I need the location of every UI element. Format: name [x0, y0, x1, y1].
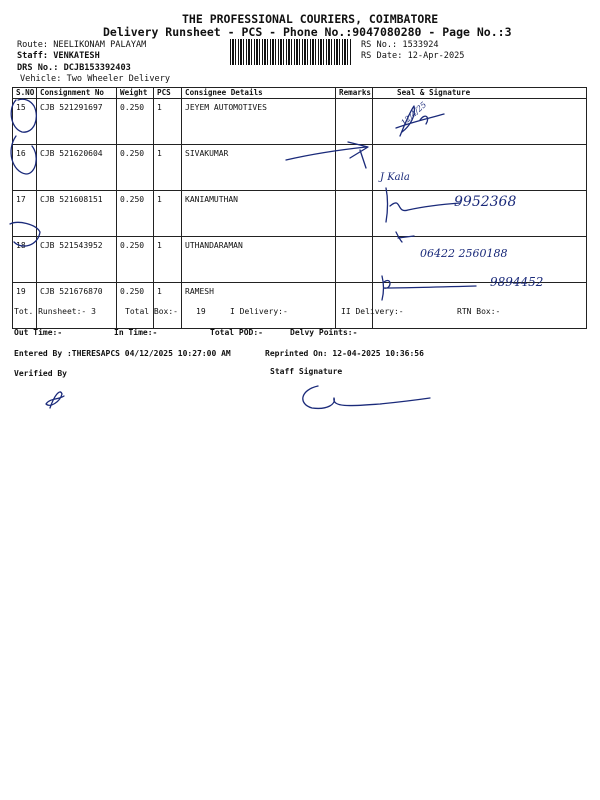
cell-remarks	[336, 99, 373, 145]
cell-consignment: CJB 521608151	[37, 191, 117, 237]
i-delivery-label: I Delivery:-	[230, 307, 288, 316]
out-time-label: Out Time:-	[14, 328, 63, 337]
verified-by-label: Verified By	[14, 369, 67, 378]
staff-label: Staff: VENKATESH	[17, 51, 100, 61]
cell-seal	[373, 145, 587, 191]
cell-consignment: CJB 521543952	[37, 237, 117, 283]
cell-sno: 16	[13, 145, 37, 191]
staff-signature-mark	[303, 386, 430, 408]
table-row	[13, 145, 587, 191]
cell-remarks	[336, 145, 373, 191]
cell-seal	[373, 283, 587, 329]
verified-signature-mark	[46, 392, 64, 408]
seal-19-phone-text: 9894452	[490, 275, 544, 289]
cell-sno: 18	[13, 237, 37, 283]
table-row	[13, 191, 587, 237]
tot-runsheet: Tot. Runsheet:- 3	[14, 307, 96, 316]
cell-seal	[373, 99, 587, 145]
col-header-pcs: PCS	[154, 88, 182, 99]
cell-consignee: RAMESH	[182, 283, 336, 329]
rs-date: RS Date: 12-Apr-2025	[361, 51, 465, 61]
cell-remarks	[336, 237, 373, 283]
cell-pcs: 1	[154, 145, 182, 191]
in-time-label: In Time:-	[114, 328, 158, 337]
col-header-sno: S.NO	[13, 88, 37, 99]
table-header-row	[13, 88, 587, 99]
cell-consignee: SIVAKUMAR	[182, 145, 336, 191]
cell-weight: 0.250	[117, 99, 154, 145]
cell-consignee: JEYEM AUTOMOTIVES	[182, 99, 336, 145]
seal-17-phone-text: 9952368	[454, 194, 517, 210]
cell-seal	[373, 191, 587, 237]
seal-18-phone-text: 06422 2560188	[420, 247, 508, 260]
cell-consignment: CJB 521291697	[37, 99, 117, 145]
cell-pcs: 1	[154, 237, 182, 283]
cell-consignment: CJB 521676870	[37, 283, 117, 329]
cell-sno: 19	[13, 283, 37, 329]
seal-17-name-text: J Kala	[380, 172, 410, 183]
barcode-graphic	[230, 39, 352, 65]
company-title: THE PROFESSIONAL COURIERS, COIMBATORE	[182, 12, 439, 26]
cell-remarks	[336, 283, 373, 329]
cell-pcs: 1	[154, 283, 182, 329]
cell-weight: 0.250	[117, 145, 154, 191]
cell-weight: 0.250	[117, 283, 154, 329]
ii-delivery-label: II Delivery:-	[341, 307, 404, 316]
rs-number: RS No.: 1533924	[361, 40, 439, 50]
cell-consignment: CJB 521620604	[37, 145, 117, 191]
route-label: Route: NEELIKONAM PALAYAM	[17, 40, 147, 50]
vehicle-label: Vehicle: Two Wheeler Delivery	[20, 74, 171, 84]
cell-weight: 0.250	[117, 237, 154, 283]
total-pod-label: Total POD:-	[210, 328, 263, 337]
cell-pcs: 1	[154, 191, 182, 237]
entered-by: Entered By :THERESAPCS 04/12/2025 10:27:00 AM	[14, 349, 231, 358]
rtn-box-label: RTN Box:-	[457, 307, 501, 316]
col-header-seal: Seal & Signature	[373, 88, 587, 99]
cell-seal	[373, 237, 587, 283]
staff-signature-label: Staff Signature	[270, 367, 343, 376]
cell-consignee: KANIAMUTHAN	[182, 191, 336, 237]
cell-remarks	[336, 191, 373, 237]
col-header-consignment: Consignment No	[37, 88, 117, 99]
cell-sno: 17	[13, 191, 37, 237]
cell-pcs: 1	[154, 99, 182, 145]
table-row	[13, 283, 587, 329]
total-box-label: Total Box:-	[125, 307, 178, 316]
runsheet-title: Delivery Runsheet - PCS - Phone No.:9047080280 - Page No.:3	[103, 25, 512, 39]
col-header-remarks: Remarks	[336, 88, 373, 99]
cell-sno: 15	[13, 99, 37, 145]
delvy-points-label: Delvy Points:-	[290, 328, 358, 337]
col-header-consignee: Consignee Details	[182, 88, 336, 99]
table-row	[13, 99, 587, 145]
reprinted-on: Reprinted On: 12-04-2025 10:36:56	[265, 349, 424, 358]
drs-number: DRS No.: DCJB153392403	[17, 63, 131, 73]
cell-consignee: UTHANDARAMAN	[182, 237, 336, 283]
runsheet-table	[12, 87, 587, 329]
col-header-weight: Weight	[117, 88, 154, 99]
table-row	[13, 237, 587, 283]
total-box-value: 19	[196, 307, 206, 316]
seal-15-date-text: 12/4/25	[399, 100, 429, 128]
cell-weight: 0.250	[117, 191, 154, 237]
